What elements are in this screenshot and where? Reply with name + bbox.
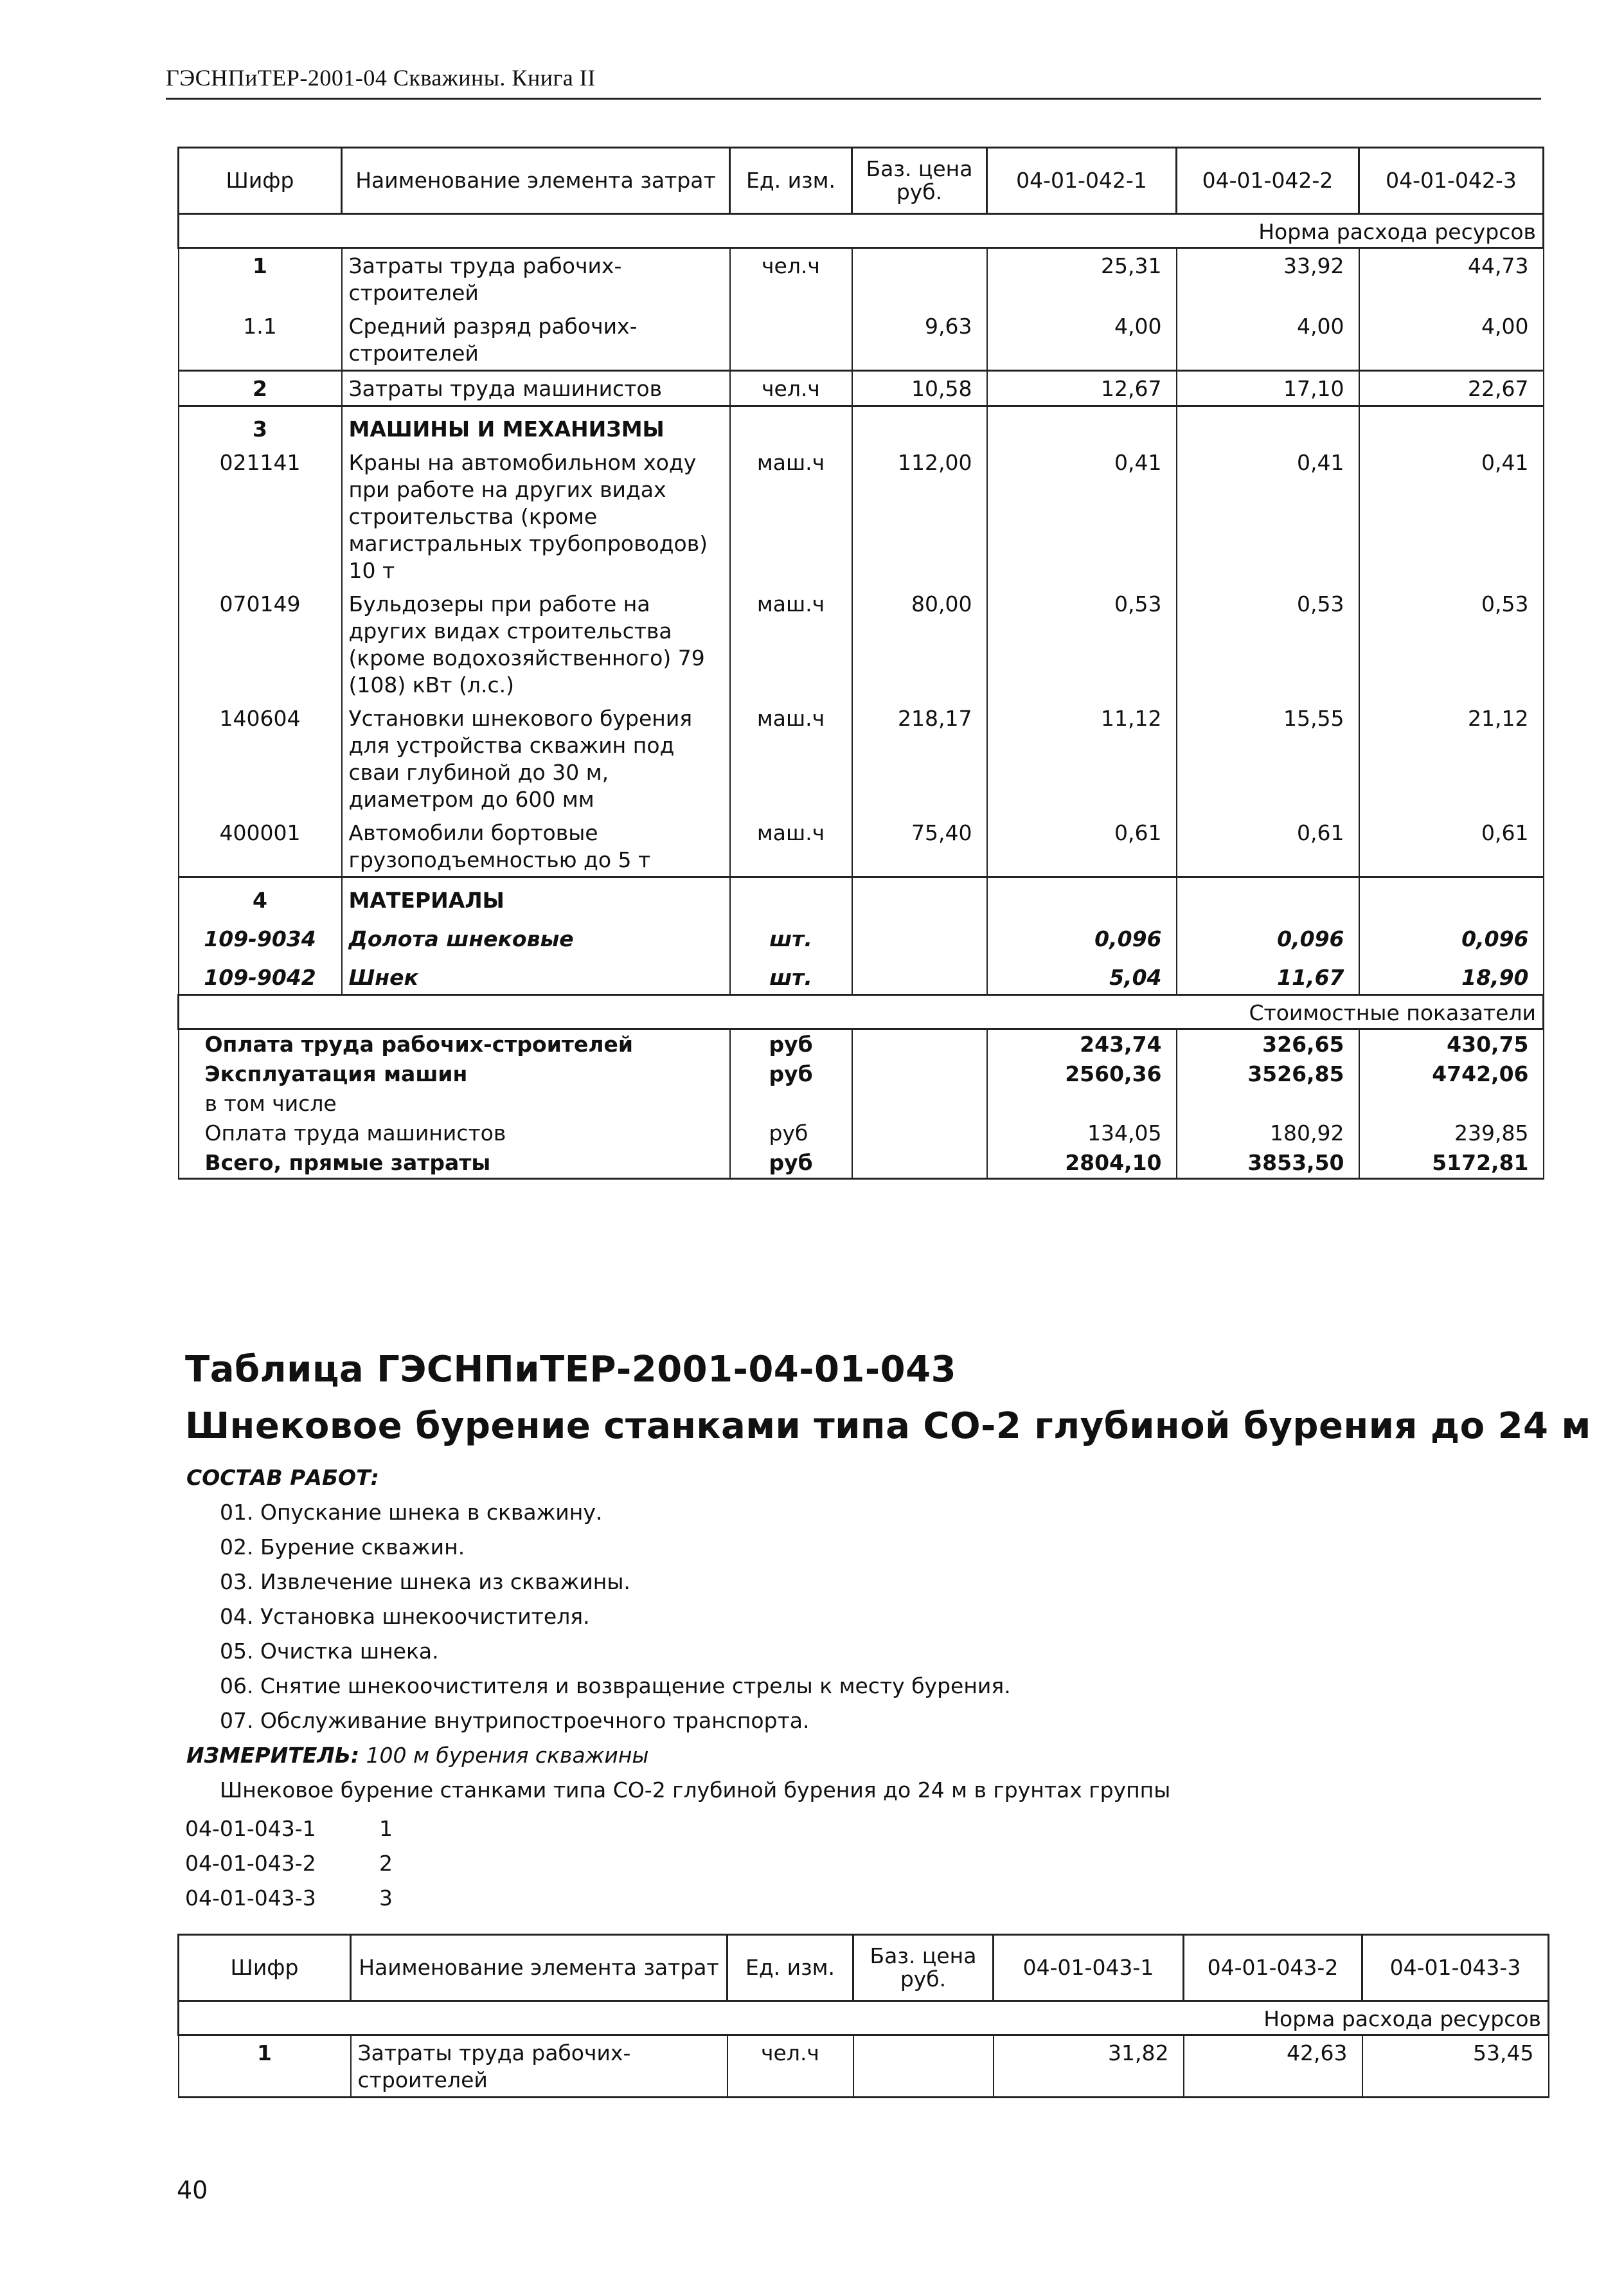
row-price <box>852 917 987 955</box>
row-name: Затраты труда машинистов <box>342 371 730 406</box>
row-name: Шнек <box>342 955 730 995</box>
work-item: 02. Бурение скважин. <box>220 1534 465 1560</box>
row-unit: чел.ч <box>730 248 852 310</box>
table-row <box>179 248 1544 310</box>
row-value-2: 33,92 <box>1177 248 1359 310</box>
row-code: 1 <box>179 2035 351 2098</box>
row-unit: маш.ч <box>730 816 852 877</box>
row-code: 070149 <box>179 587 342 701</box>
header-code: Шифр <box>179 148 342 214</box>
header-name: Наименование элемента затрат <box>351 1935 727 2001</box>
row-value-3: 18,90 <box>1359 955 1544 995</box>
row-price: 10,58 <box>852 371 987 406</box>
row-unit: чел.ч <box>730 371 852 406</box>
header-col1: 04-01-043-1 <box>994 1935 1184 2001</box>
row-unit: маш.ч <box>730 445 852 587</box>
row-value-1: 11,12 <box>987 701 1177 816</box>
row-price: 112,00 <box>852 445 987 587</box>
header-code: Шифр <box>179 1935 351 2001</box>
work-composition <box>186 1461 1536 1808</box>
row-value-1: 0,096 <box>987 917 1177 955</box>
header-name: Наименование элемента затрат <box>342 148 730 214</box>
cost-value-1 <box>987 1089 1177 1119</box>
soil-group: 1 <box>379 1816 393 1841</box>
row-price: 80,00 <box>852 587 987 701</box>
cost-price <box>852 1148 987 1179</box>
code-row <box>185 1846 393 1881</box>
code-list <box>185 1812 393 1916</box>
row-name: Краны на автомобильном ходу при работе на других видах строительства (кроме магистральных трубопроводов) 10 т <box>342 445 730 587</box>
row-code: 021141 <box>179 445 342 587</box>
row-unit: шт. <box>730 955 852 995</box>
row-name: Средний разряд рабочих-строителей <box>342 309 730 371</box>
row-value-3: 21,12 <box>1359 701 1544 816</box>
row-price: 9,63 <box>852 309 987 371</box>
row-value-1 <box>987 877 1177 917</box>
table-row <box>179 445 1544 587</box>
row-name: Долота шнековые <box>342 917 730 955</box>
row-unit: шт. <box>730 917 852 955</box>
row-value-1: 12,67 <box>987 371 1177 406</box>
work-item: 06. Снятие шнекоочистителя и возвращение стрелы к месту бурения. <box>220 1673 1011 1698</box>
row-unit: маш.ч <box>730 701 852 816</box>
code-row <box>185 1881 393 1916</box>
cost-row <box>179 1148 1544 1179</box>
running-head: ГЭСНПиТЕР-2001-04 Скважины. Книга II <box>166 64 1541 100</box>
row-value-2: 4,00 <box>1177 309 1359 371</box>
header-col2: 04-01-042-2 <box>1177 148 1359 214</box>
work-item: 05. Очистка шнека. <box>220 1639 439 1664</box>
row-price <box>852 877 987 917</box>
row-name: Затраты труда рабочих-строителей <box>351 2035 727 2098</box>
row-value-2: 0,41 <box>1177 445 1359 587</box>
table-body <box>179 2035 1549 2098</box>
table-row <box>179 309 1544 371</box>
section-description: Шнековое бурение станками типа СО-2 глубиной бурения до 24 м в грунтах группы <box>220 1777 1171 1803</box>
row-value-3: 44,73 <box>1359 248 1544 310</box>
row-code: 109-9034 <box>179 917 342 955</box>
row-name: Бульдозеры при работе на других видах строительства (кроме водохозяйственного) 79 (108) кВт (л.с.) <box>342 587 730 701</box>
cost-price <box>852 1089 987 1119</box>
row-code: 140604 <box>179 701 342 816</box>
row-price: 218,17 <box>852 701 987 816</box>
work-item: 03. Извлечение шнека из скважины. <box>220 1569 630 1594</box>
row-name: МАШИНЫ И МЕХАНИЗМЫ <box>342 406 730 446</box>
header-col3: 04-01-042-3 <box>1359 148 1544 214</box>
row-price: 75,40 <box>852 816 987 877</box>
row-value-1: 0,41 <box>987 445 1177 587</box>
header-col2: 04-01-043-2 <box>1184 1935 1362 2001</box>
row-value-2: 0,53 <box>1177 587 1359 701</box>
work-item: 04. Установка шнекоочистителя. <box>220 1604 590 1629</box>
cost-price <box>852 1029 987 1060</box>
row-value-1: 25,31 <box>987 248 1177 310</box>
row-value-3 <box>1359 406 1544 446</box>
row-name: МАТЕРИАЛЫ <box>342 877 730 917</box>
cost-value-3: 430,75 <box>1359 1029 1544 1060</box>
cost-unit: руб <box>730 1148 852 1179</box>
row-unit <box>730 406 852 446</box>
cost-value-1: 2560,36 <box>987 1059 1177 1089</box>
row-code: 2 <box>179 371 342 406</box>
row-value-3 <box>1359 877 1544 917</box>
norm-code: 04-01-043-3 <box>185 1885 316 1911</box>
cost-label: Оплата труда машинистов <box>179 1119 730 1148</box>
norm-band-row <box>179 2001 1549 2035</box>
header-price: Баз. цена руб. <box>853 1935 994 2001</box>
work-item: 01. Опускание шнека в скважину. <box>220 1500 603 1525</box>
table-row <box>179 955 1544 995</box>
row-code: 1.1 <box>179 309 342 371</box>
cost-value-2: 180,92 <box>1177 1119 1359 1148</box>
cost-band-row <box>179 995 1544 1029</box>
row-code: 109-9042 <box>179 955 342 995</box>
header-unit: Ед. изм. <box>730 148 852 214</box>
page-number: 40 <box>177 2176 208 2204</box>
norm-code: 04-01-043-2 <box>185 1851 316 1876</box>
row-value-1: 0,53 <box>987 587 1177 701</box>
row-value-2: 0,096 <box>1177 917 1359 955</box>
row-unit: маш.ч <box>730 587 852 701</box>
row-value-1: 31,82 <box>994 2035 1184 2098</box>
soil-group: 2 <box>379 1851 393 1876</box>
cost-value-1: 134,05 <box>987 1119 1177 1148</box>
row-unit <box>730 309 852 371</box>
meter-caption: ИЗМЕРИТЕЛЬ: <box>186 1743 360 1768</box>
table-row <box>179 371 1544 406</box>
row-value-3: 53,45 <box>1362 2035 1549 2098</box>
row-code: 3 <box>179 406 342 446</box>
row-price <box>853 2035 994 2098</box>
row-value-3: 22,67 <box>1359 371 1544 406</box>
row-value-1: 4,00 <box>987 309 1177 371</box>
row-name: Затраты труда рабочих-строителей <box>342 248 730 310</box>
row-value-2: 17,10 <box>1177 371 1359 406</box>
row-code: 400001 <box>179 816 342 877</box>
cost-body <box>179 1029 1544 1179</box>
cost-value-2: 3853,50 <box>1177 1148 1359 1179</box>
row-value-3: 4,00 <box>1359 309 1544 371</box>
cost-value-3: 4742,06 <box>1359 1059 1544 1089</box>
cost-unit: руб <box>730 1119 852 1148</box>
cost-unit: руб <box>730 1029 852 1060</box>
cost-value-3 <box>1359 1089 1544 1119</box>
row-value-2: 15,55 <box>1177 701 1359 816</box>
row-value-3: 0,096 <box>1359 917 1544 955</box>
row-value-2 <box>1177 406 1359 446</box>
row-value-2: 0,61 <box>1177 816 1359 877</box>
cost-label: в том числе <box>179 1089 730 1119</box>
row-name: Автомобили бортовые грузоподъемностью до 5 т <box>342 816 730 877</box>
table-header-row <box>179 1935 1549 2001</box>
norm-band-label: Норма расхода ресурсов <box>987 214 1544 248</box>
table-row <box>179 2035 1549 2098</box>
cost-value-3: 5172,81 <box>1359 1148 1544 1179</box>
cost-value-1: 2804,10 <box>987 1148 1177 1179</box>
table-row <box>179 701 1544 816</box>
header-col1: 04-01-042-1 <box>987 148 1177 214</box>
cost-row <box>179 1029 1544 1060</box>
row-value-2: 11,67 <box>1177 955 1359 995</box>
row-value-2 <box>1177 877 1359 917</box>
soil-group: 3 <box>379 1885 393 1911</box>
work-item: 07. Обслуживание внутрипостроечного транспорта. <box>220 1708 810 1733</box>
cost-unit: руб <box>730 1059 852 1089</box>
cost-price <box>852 1059 987 1089</box>
row-value-1: 0,61 <box>987 816 1177 877</box>
cost-label: Оплата труда рабочих-строителей <box>179 1029 730 1060</box>
row-code: 4 <box>179 877 342 917</box>
table-row <box>179 917 1544 955</box>
header-unit: Ед. изм. <box>727 1935 853 2001</box>
work-list <box>186 1495 1536 1738</box>
row-value-1 <box>987 406 1177 446</box>
row-unit <box>730 877 852 917</box>
row-name: Установки шнекового бурения для устройства скважин под сваи глубиной до 30 м, диаметром до 600 мм <box>342 701 730 816</box>
cost-value-3: 239,85 <box>1359 1119 1544 1148</box>
work-caption: СОСТАВ РАБОТ: <box>186 1465 379 1490</box>
table-row <box>179 877 1544 917</box>
meter-value: 100 м бурения скважины <box>366 1743 649 1768</box>
table-row <box>179 816 1544 877</box>
meter-line <box>186 1738 1536 1773</box>
cost-row <box>179 1089 1544 1119</box>
row-price <box>852 248 987 310</box>
cost-row <box>179 1119 1544 1148</box>
cost-unit <box>730 1089 852 1119</box>
cost-band-label: Стоимостные показатели <box>987 995 1544 1029</box>
row-code: 1 <box>179 248 342 310</box>
row-value-1: 5,04 <box>987 955 1177 995</box>
cost-label: Всего, прямые затраты <box>179 1148 730 1179</box>
cost-value-1: 243,74 <box>987 1029 1177 1060</box>
cost-row <box>179 1059 1544 1089</box>
norm-table-043 <box>177 1934 1549 2098</box>
norm-code: 04-01-043-1 <box>185 1816 316 1841</box>
table-body <box>179 248 1544 995</box>
row-value-3: 0,41 <box>1359 445 1544 587</box>
header-col3: 04-01-043-3 <box>1362 1935 1549 2001</box>
cost-price <box>852 1119 987 1148</box>
section-title: Таблица ГЭСНПиТЕР-2001-04-01-043 <box>185 1349 957 1390</box>
table-row <box>179 406 1544 446</box>
norm-band-row <box>179 214 1544 248</box>
code-row <box>185 1812 393 1846</box>
norm-band-label: Норма расхода ресурсов <box>994 2001 1549 2035</box>
norm-table-042 <box>177 147 1544 1180</box>
cost-value-2: 3526,85 <box>1177 1059 1359 1089</box>
row-price <box>852 955 987 995</box>
row-unit: чел.ч <box>727 2035 853 2098</box>
cost-value-2 <box>1177 1089 1359 1119</box>
table-row <box>179 587 1544 701</box>
row-price <box>852 406 987 446</box>
section-subtitle: Шнековое бурение станками типа СО-2 глубиной бурения до 24 м <box>185 1405 1591 1447</box>
row-value-3: 0,61 <box>1359 816 1544 877</box>
cost-label: Эксплуатация машин <box>179 1059 730 1089</box>
row-value-2: 42,63 <box>1184 2035 1362 2098</box>
cost-value-2: 326,65 <box>1177 1029 1359 1060</box>
header-price: Баз. цена руб. <box>852 148 987 214</box>
row-value-3: 0,53 <box>1359 587 1544 701</box>
table-header-row <box>179 148 1544 214</box>
